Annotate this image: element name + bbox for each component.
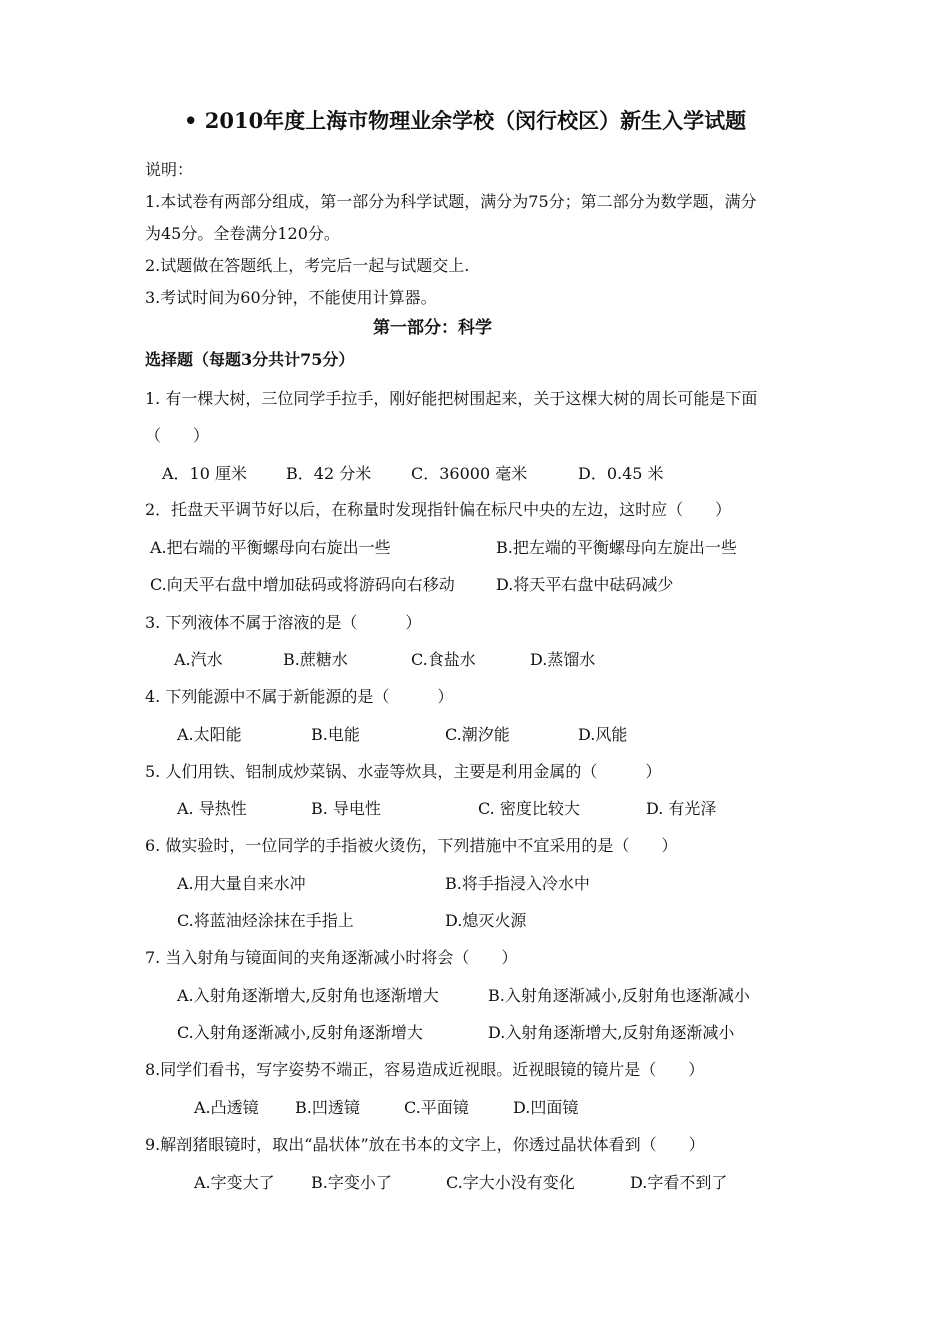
part-heading: 第一部分：科学 [373, 318, 492, 338]
q8-option-d: D.凹面镜 [513, 1098, 579, 1117]
note-1-line-1: 1.本试卷有两部分组成，第一部分为科学试题，满分为75分；第二部分为数学题，满分 [145, 192, 757, 211]
q2-option-b: B.把左端的平衡螺母向左旋出一些 [496, 538, 737, 557]
q9-option-b: B.字变小了 [311, 1173, 392, 1192]
question-9-stem: 9.解剖猪眼镜时，取出“晶状体”放在书本的文字上，你透过晶状体看到（ ） [145, 1135, 705, 1154]
q1-option-d: D．0.45 米 [578, 464, 664, 483]
q6-option-c: C.将蓝油烃涂抹在手指上 [177, 911, 354, 930]
q8-option-a: A.凸透镜 [194, 1098, 259, 1117]
q5-option-c: C. 密度比较大 [478, 799, 580, 818]
q4-option-a: A.太阳能 [177, 725, 242, 744]
question-1-blank: （ ） [145, 426, 210, 445]
note-3: 3.考试时间为60分钟，不能使用计算器。 [145, 288, 437, 307]
q9-option-c: C.字大小没有变化 [446, 1173, 575, 1192]
q2-option-a: A.把右端的平衡螺母向右旋出一些 [150, 538, 391, 557]
q9-option-d: D.字看不到了 [630, 1173, 728, 1192]
q1-option-c: C．36000 毫米 [411, 464, 528, 483]
q7-option-b: B.入射角逐渐减小,反射角也逐渐减小 [488, 986, 750, 1005]
question-7-stem: 7. 当入射角与镜面间的夹角逐渐减小时将会（ ） [145, 948, 518, 967]
page-title: • 2010年度上海市物理业余学校（闵行校区）新生入学试题 [184, 108, 747, 133]
q2-option-c: C.向天平右盘中增加砝码或将游码向右移动 [150, 575, 455, 594]
q8-option-b: B.凹透镜 [295, 1098, 360, 1117]
q5-option-d: D. 有光泽 [646, 799, 717, 818]
question-6-stem: 6. 做实验时，一位同学的手指被火烫伤，下列措施中不宜采用的是（ ） [145, 836, 678, 855]
question-8-stem: 8.同学们看书，写字姿势不端正，容易造成近视眼。近视眼镜的镜片是（ ） [145, 1060, 705, 1079]
note-2: 2.试题做在答题纸上，考完后一起与试题交上. [145, 256, 470, 275]
q3-option-c: C.食盐水 [411, 650, 476, 669]
q1-option-a: A．10 厘米 [162, 464, 248, 483]
q3-option-b: B.蔗糖水 [283, 650, 348, 669]
q7-option-c: C.入射角逐渐减小,反射角逐渐增大 [177, 1023, 423, 1042]
q3-option-d: D.蒸馏水 [530, 650, 596, 669]
question-5-stem: 5. 人们用铁、铝制成炒菜锅、水壶等炊具，主要是利用金属的（ ） [145, 762, 662, 781]
question-4-stem: 4. 下列能源中不属于新能源的是（ ） [145, 687, 454, 706]
q5-option-b: B. 导电性 [311, 799, 381, 818]
q4-option-d: D.风能 [578, 725, 628, 744]
q7-option-d: D.入射角逐渐增大,反射角逐渐减小 [488, 1023, 735, 1042]
q5-option-a: A. 导热性 [177, 799, 247, 818]
note-1-line-2: 为45分。全卷满分120分。 [145, 224, 340, 243]
question-2-stem: 2．托盘天平调节好以后，在称量时发现指针偏在标尺中央的左边，这时应（ ） [145, 500, 732, 519]
question-1-stem: 1. 有一棵大树，三位同学手拉手，刚好能把树围起来，关于这棵大树的周长可能是下面 [145, 389, 758, 408]
q3-option-a: A.汽水 [174, 650, 223, 669]
notes-heading: 说明： [145, 160, 194, 179]
q6-option-d: D.熄灭火源 [445, 911, 527, 930]
section-heading: 选择题（每题3分共计75分） [145, 350, 355, 369]
q4-option-c: C.潮汐能 [445, 725, 510, 744]
q6-option-a: A.用大量自来水冲 [177, 874, 306, 893]
question-3-stem: 3. 下列液体不属于溶液的是（ ） [145, 613, 422, 632]
q4-option-b: B.电能 [311, 725, 360, 744]
q9-option-a: A.字变大了 [194, 1173, 275, 1192]
q8-option-c: C.平面镜 [404, 1098, 469, 1117]
q2-option-d: D.将天平右盘中砝码减少 [496, 575, 674, 594]
q7-option-a: A.入射角逐渐增大,反射角也逐渐增大 [177, 986, 439, 1005]
q1-option-b: B．42 分米 [286, 464, 372, 483]
q6-option-b: B.将手指浸入冷水中 [445, 874, 590, 893]
